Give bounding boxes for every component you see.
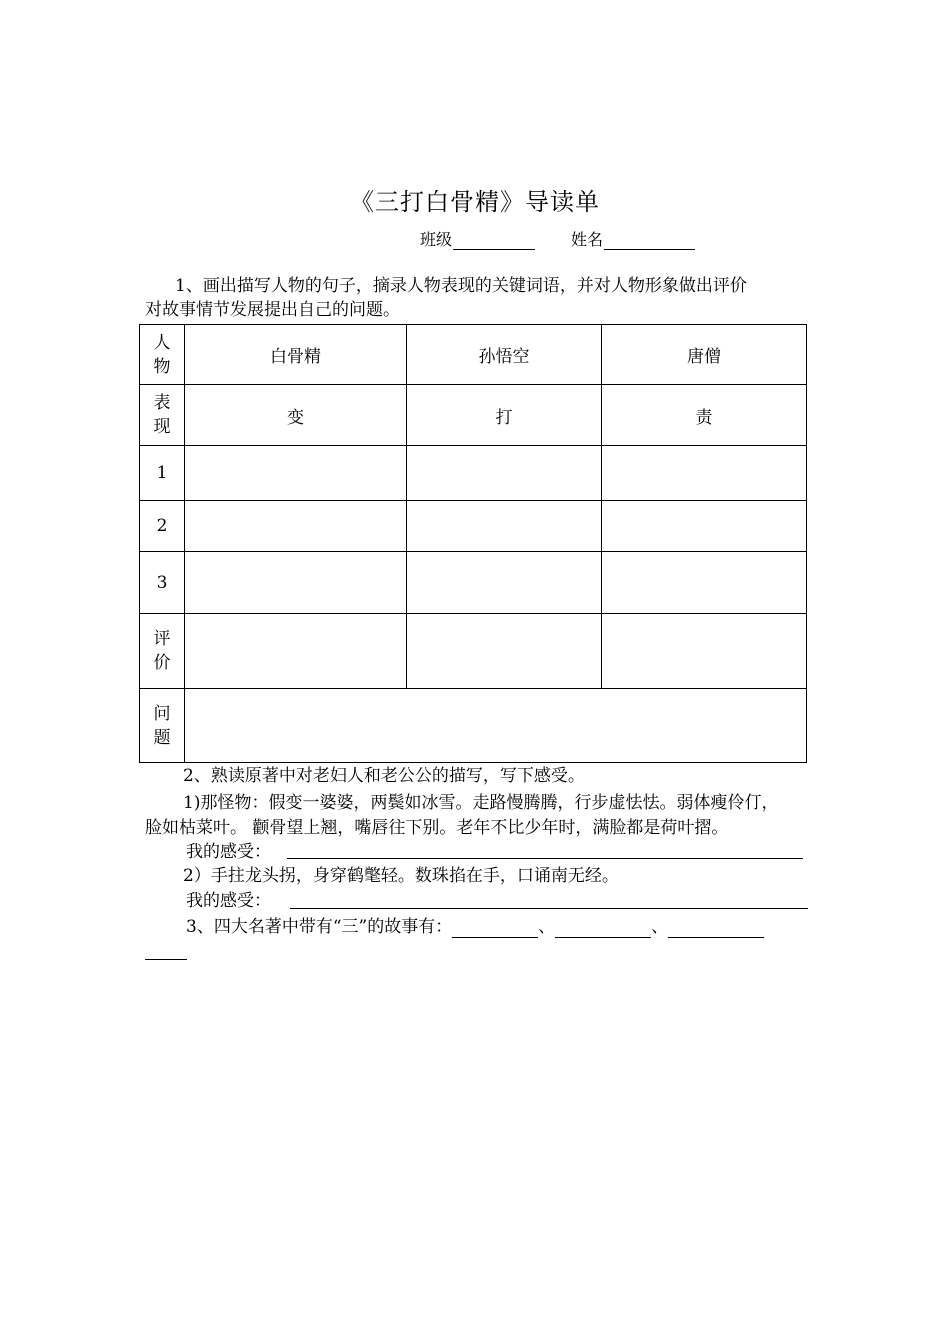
character-sunwukong: 孙悟空 [407,325,602,385]
answer-cell[interactable] [407,501,602,552]
action-hit: 打 [407,385,602,446]
action-transform: 变 [185,385,407,446]
passage-1-line1: 1)那怪物：假变一婆婆，两鬓如冰雪。走路慢腾腾，行步虚怯怯。弱体瘦伶仃， [183,793,779,813]
header-char: 物 [153,356,171,377]
class-field [420,227,535,250]
answer-cell[interactable] [407,552,602,614]
question-char: 题 [153,727,171,748]
evaluation-char: 评 [153,629,171,649]
behavior-char: 现 [153,417,171,437]
story-blank-3-continued[interactable] [145,959,187,960]
action-scold: 责 [602,385,807,446]
row-number: 2 [140,501,185,552]
row-number: 1 [140,446,185,501]
table-row [140,552,807,614]
evaluation-char: 价 [153,653,171,673]
header-char: 人 [153,332,171,353]
behavior-row [140,385,807,446]
row-number: 3 [140,552,185,614]
story-blank-3[interactable] [668,920,764,938]
question-3-text: 3、四大名著中带有“三”的故事有： [186,917,453,937]
feeling-2-label: 我的感受： [186,891,271,911]
answer-cell[interactable] [602,446,807,501]
question-header-cell [140,689,185,763]
question-answer-cell[interactable] [185,689,807,763]
question-3 [186,916,764,938]
story-blank-2[interactable] [555,920,651,938]
feeling-1-blank[interactable] [287,858,803,859]
name-blank[interactable] [604,232,695,250]
answer-cell[interactable] [185,552,407,614]
passage-1-line2: 脸如枯菜叶。 颧骨望上翘，嘴唇往下别。老年不比少年时，满脸都是荷叶摺。 [145,818,729,838]
answer-cell[interactable] [407,446,602,501]
evaluation-header-cell [140,614,185,689]
class-blank[interactable] [453,232,535,250]
story-blank-1[interactable] [452,920,538,938]
question-1-line2: 对故事情节发展提出自己的问题。 [145,300,400,320]
separator: 、 [651,917,669,937]
reading-table [139,324,807,763]
name-label: 姓名 [571,230,604,249]
separator: 、 [538,917,556,937]
question-1-line1: 1、画出描写人物的句子，摘录人物表现的关键词语，并对人物形象做出评价 [175,276,747,296]
answer-cell[interactable] [602,614,807,689]
behavior-header-cell [140,385,185,446]
page-title: 《三打白骨精》导读单 [350,188,600,216]
table-row [140,446,807,501]
name-field [571,227,695,250]
answer-cell[interactable] [185,501,407,552]
character-header-cell [140,325,185,385]
feeling-1-label: 我的感受： [186,842,271,862]
answer-cell[interactable] [602,552,807,614]
answer-cell[interactable] [185,614,407,689]
answer-cell[interactable] [407,614,602,689]
table-row [140,501,807,552]
class-label: 班级 [420,230,453,249]
answer-cell[interactable] [602,501,807,552]
passage-2: 2）手拄龙头拐，身穿鹤氅轻。数珠掐在手，口诵南无经。 [183,866,619,886]
question-row [140,689,807,763]
evaluation-row [140,614,807,689]
behavior-char: 表 [153,393,171,413]
header-row [140,325,807,385]
feeling-2-blank[interactable] [290,908,808,909]
character-baigujing: 白骨精 [185,325,407,385]
question-2-intro: 2、熟读原著中对老妇人和老公公的描写，写下感受。 [183,766,585,786]
question-char: 问 [153,703,171,724]
character-tangseng: 唐僧 [602,325,807,385]
answer-cell[interactable] [185,446,407,501]
